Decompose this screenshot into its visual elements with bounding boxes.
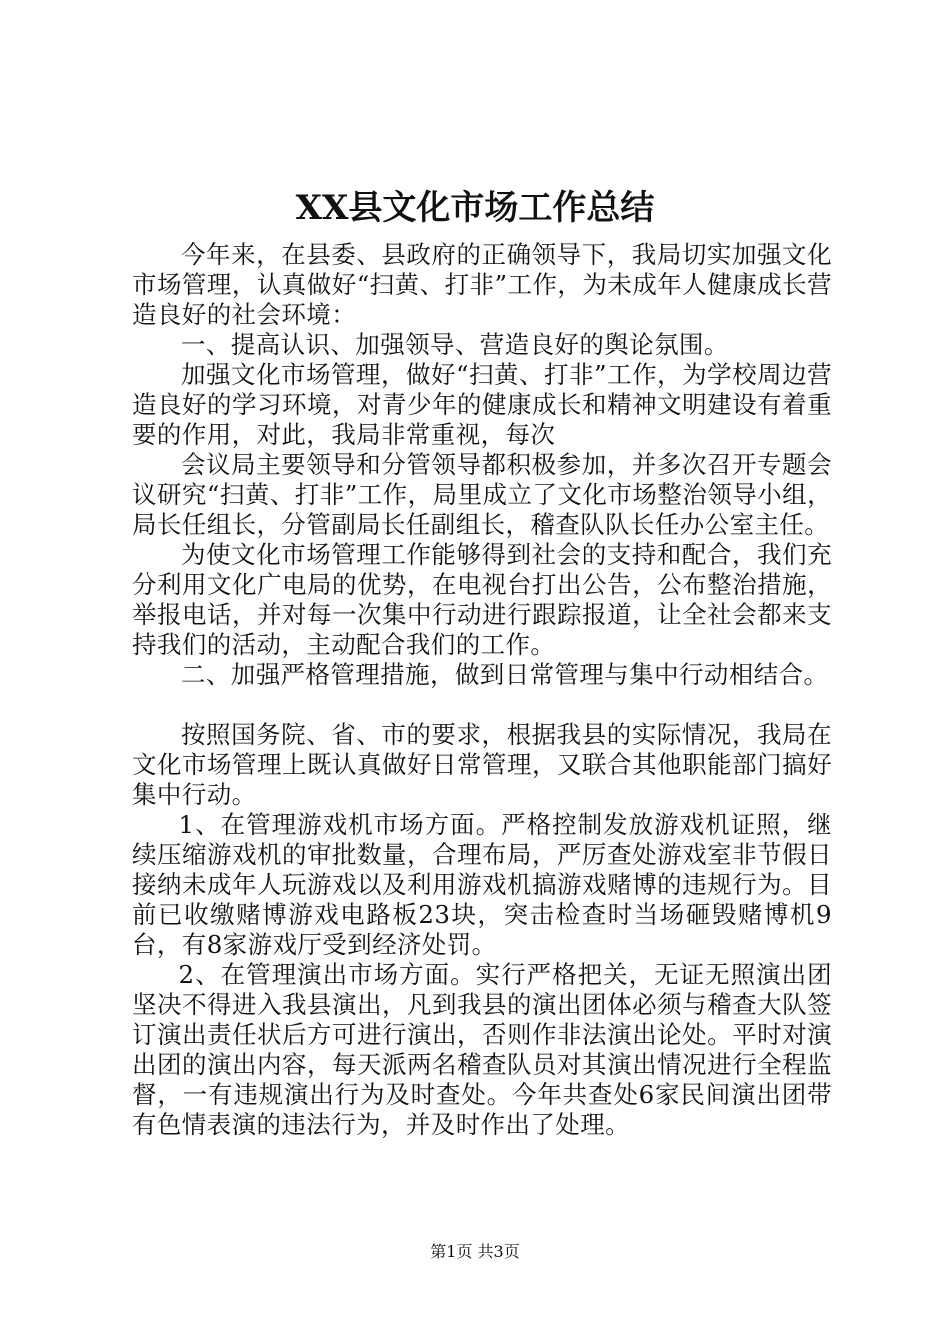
paragraph-section-1-b: 会议局主要领导和分管领导都积极参加，并多次召开专题会议研究“扫黄、打非”工作，局里成立了文化市场整治领导小组，局长任组长，分管副局长任副组长，稽查队队长任办公室主任。 xyxy=(132,450,832,539)
section-heading-2: 二、加强严格管理措施，做到日常管理与集中行动相结合。 xyxy=(181,660,829,689)
paragraph-section-1-a: 加强文化市场管理，做好“扫黄、打非”工作，为学校周边营造良好的学习环境，对青少年的健康成长和精神文明建设有着重要的作用，对此，我局非常重视，每次 xyxy=(132,360,832,449)
document-body xyxy=(132,240,832,1140)
section-heading-1: 一、提高认识、加强领导、营造良好的舆论氛围。 xyxy=(181,330,729,359)
document-title: XX县文化市场工作总结 xyxy=(295,188,655,228)
paragraph-intro: 今年来，在县委、县政府的正确领导下，我局切实加强文化市场管理，认真做好“扫黄、打非”工作，为未成年人健康成长营造良好的社会环境： xyxy=(132,240,832,329)
paragraph-section-2-intro: 按照国务院、省、市的要求，根据我县的实际情况，我局在文化市场管理上既认真做好日常管理，又联合其他职能部门搞好集中行动。 xyxy=(132,720,832,809)
paragraph-game-market: 1、在管理游戏机市场方面。严格控制发放游戏机证照，继续压缩游戏机的审批数量，合理布局，严厉查处游戏室非节假日接纳未成年人玩游戏以及利用游戏机搞游戏赌博的违规行为。目前已收缴赌博游戏电路板23块，突击检查时当场砸毁赌博机9台，有8家游戏厅受到经济处罚。 xyxy=(132,810,832,959)
paragraph-section-1-c: 为使文化市场管理工作能够得到社会的支持和配合，我们充分利用文化广电局的优势，在电视台打出公告，公布整治措施，举报电话，并对每一次集中行动进行跟踪报道，让全社会都来支持我们的活动，主动配合我们的工作。 xyxy=(132,540,832,659)
page-number: 第1页 共3页 xyxy=(430,1242,520,1261)
paragraph-performance-market: 2、在管理演出市场方面。实行严格把关，无证无照演出团坚决不得进入我县演出，凡到我县的演出团体必须与稽查大队签订演出责任状后方可进行演出，否则作非法演出论处。平时对演出团的演出内容，每天派两名稽查队员对其演出情况进行全程监督，一有违规演出行为及时查处。今年共查处6家民间演出团带有色情表演的违法行为，并及时作出了处理。 xyxy=(132,960,832,1139)
